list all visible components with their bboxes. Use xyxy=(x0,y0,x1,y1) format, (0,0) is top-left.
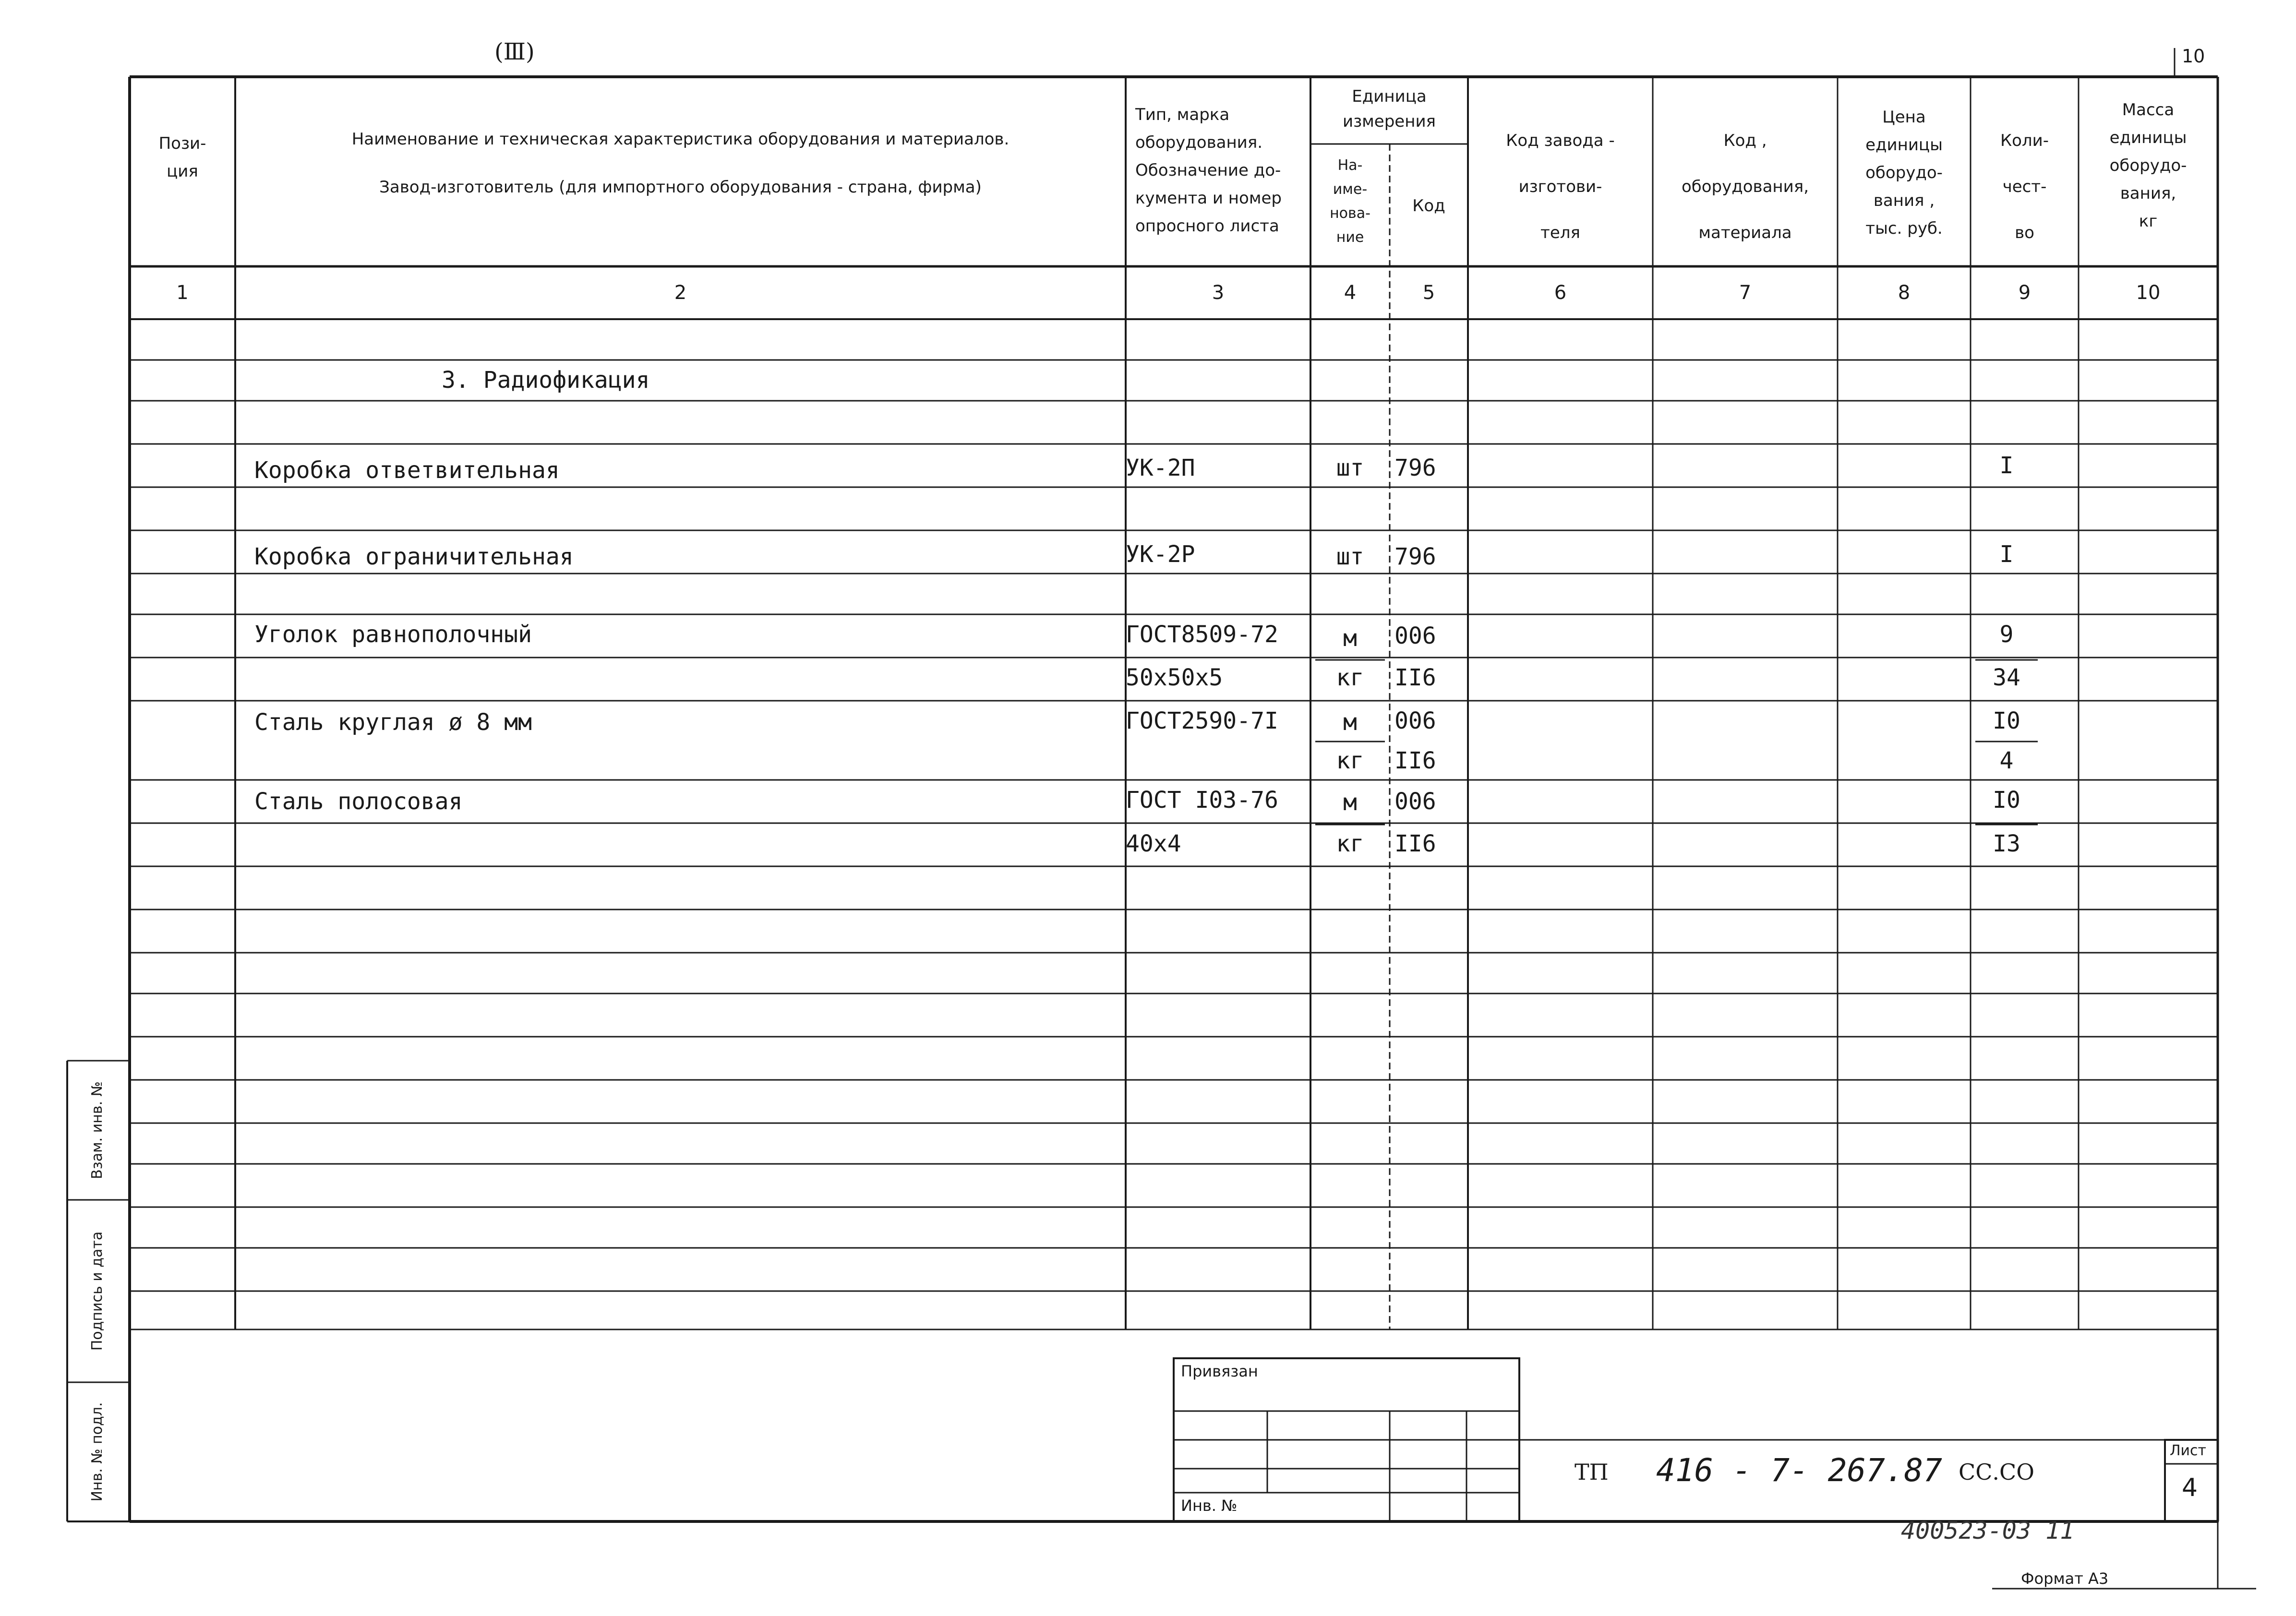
header-type: Тип, марка оборудования. Обозначение до- кумента и номер опросного листа xyxy=(1135,105,1282,236)
item-code: 796 xyxy=(1394,543,1436,570)
item-code: 796 xyxy=(1394,455,1436,481)
item-code: 006 xyxy=(1394,622,1436,649)
item-unit: м xyxy=(1343,789,1357,816)
item-qty-line-2: I3 xyxy=(1993,830,2020,857)
document-prefix: ТП xyxy=(1575,1459,1609,1485)
item-unit: шт xyxy=(1336,543,1364,570)
item-unit: м xyxy=(1343,625,1357,652)
item-unit: шт xyxy=(1336,455,1364,481)
side-label-inventory: Инв. № подл. xyxy=(89,1402,106,1502)
column-number-10: 10 xyxy=(2136,282,2161,304)
item-unit: м xyxy=(1343,709,1357,736)
handwritten-archive-code: 400523-03 11 xyxy=(1901,1517,2075,1544)
column-number-1: 1 xyxy=(176,282,189,304)
item-unit-line-2: кг xyxy=(1336,830,1364,857)
column-number-9: 9 xyxy=(2018,282,2031,304)
column-number-7: 7 xyxy=(1739,282,1752,304)
column-number-6: 6 xyxy=(1554,282,1567,304)
item-code-line-2: II6 xyxy=(1394,830,1436,857)
item-code: 006 xyxy=(1394,788,1436,815)
header-mass: Масса единицы оборудо- вания, кг xyxy=(2109,100,2187,231)
item-type-line-2: 50х50х5 xyxy=(1126,664,1223,691)
item-name: Сталь круглая ø 8 мм xyxy=(254,709,532,736)
item-type: ГОСТ2590-7I xyxy=(1126,707,1278,734)
item-name: Сталь полосовая xyxy=(254,788,463,815)
side-label-replacement: Взам. инв. № xyxy=(89,1081,106,1179)
item-type: ГОСТ I03-76 xyxy=(1126,787,1278,814)
item-qty: 9 xyxy=(1999,621,2014,648)
header-unit-code: Код xyxy=(1412,196,1445,215)
item-qty: I0 xyxy=(1993,787,2020,814)
item-type-line-2: 40х4 xyxy=(1126,830,1181,857)
header-name: Наименование и техническая характеристика оборудования и материалов. Завод-изготовитель (для импортного оборудования - страна, фирма) xyxy=(351,130,1010,197)
side-label-signature: Подпись и дата xyxy=(89,1231,106,1351)
header-unit-name: На- име- нова- ние xyxy=(1330,157,1370,246)
column-number-5: 5 xyxy=(1422,282,1435,304)
column-number-8: 8 xyxy=(1898,282,1911,304)
item-unit-line-2: кг xyxy=(1336,664,1364,691)
item-qty: I0 xyxy=(1993,707,2020,734)
column-number-3: 3 xyxy=(1212,282,1225,304)
header-position: Пози- ция xyxy=(158,134,206,181)
item-name: Уголок равнополочный xyxy=(254,621,532,648)
item-type: ГОСТ8509-72 xyxy=(1126,621,1278,648)
format-label: Формат А3 xyxy=(2021,1569,2109,1588)
item-type: УК-2П xyxy=(1126,455,1195,481)
header-factory-code: Код завода - изготови- теля xyxy=(1506,131,1615,242)
document-number: 416 - 7- 267.87 xyxy=(1656,1452,1943,1489)
sheet-number: 4 xyxy=(2182,1473,2198,1502)
section-title: 3. Радиофикация xyxy=(442,367,650,394)
item-qty-line-2: 4 xyxy=(1999,747,2014,774)
stamp-inventory-label: Инв. № xyxy=(1181,1496,1238,1515)
item-code-line-2: II6 xyxy=(1394,664,1436,691)
stamp-bound-label: Привязан xyxy=(1181,1362,1258,1380)
item-name: Коробка ответвительная xyxy=(254,457,560,484)
header-equipment-code: Код , оборудования, материала xyxy=(1681,131,1809,242)
item-code: 006 xyxy=(1394,707,1436,734)
item-name: Коробка ограничительная xyxy=(254,543,574,570)
item-type: УК-2Р xyxy=(1126,541,1195,568)
item-qty: I xyxy=(1999,452,2014,479)
item-qty-line-2: 34 xyxy=(1993,664,2020,691)
item-code-line-2: II6 xyxy=(1394,747,1436,774)
corner-mark: (Ⅲ) xyxy=(494,38,535,65)
document-suffix: СС.СО xyxy=(1959,1459,2034,1485)
header-price: Цена единицы оборудо- вания , тыс. руб. xyxy=(1865,108,1943,238)
header-quantity: Коли- чест- во xyxy=(2000,131,2049,242)
sheet-label: Лист xyxy=(2170,1442,2207,1459)
column-number-2: 2 xyxy=(674,282,687,304)
item-unit-line-2: кг xyxy=(1336,747,1364,774)
header-unit: Единица измерения xyxy=(1342,87,1436,131)
top-sheet-number: 10 xyxy=(2182,46,2205,67)
item-qty: I xyxy=(1999,541,2014,568)
column-number-4: 4 xyxy=(1344,282,1357,304)
